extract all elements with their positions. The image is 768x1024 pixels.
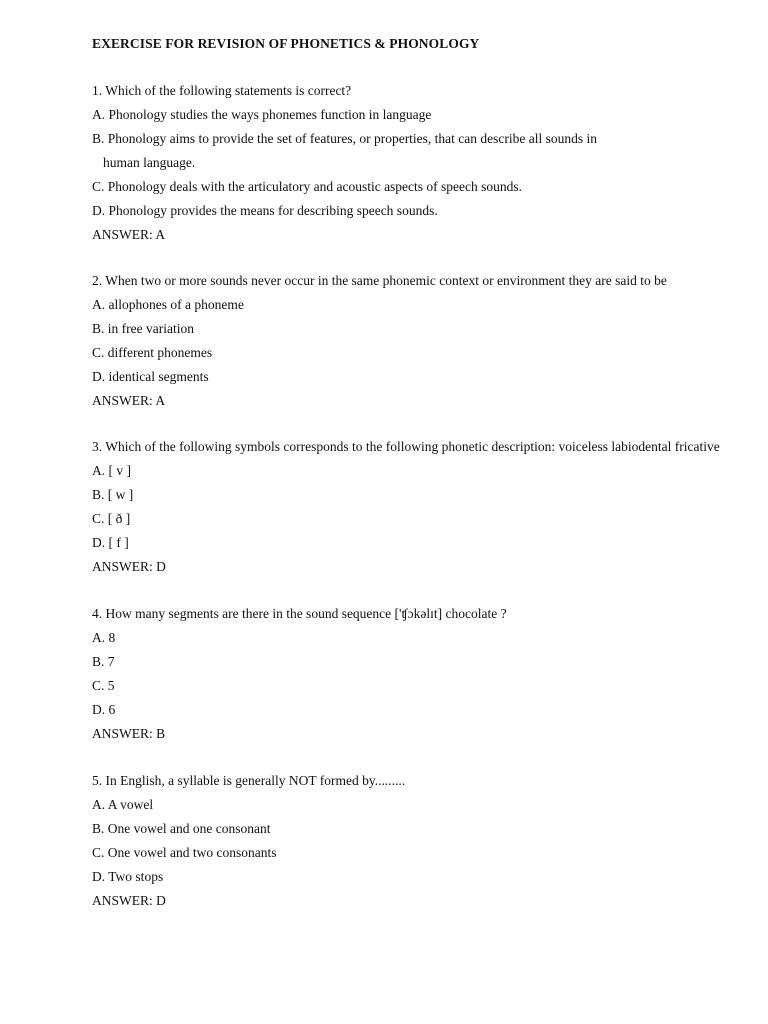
option-a: A. Phonology studies the ways phonemes function in language: [92, 107, 432, 122]
option-d: D. Two stops: [92, 869, 164, 884]
option-a: A. A vowel: [92, 797, 154, 812]
option-c: C. [ ð ]: [92, 511, 131, 526]
option-c: C. One vowel and two consonants: [92, 845, 277, 860]
question-text: 2. When two or more sounds never occur in the same phonemic context or environment they are said to be: [92, 273, 667, 288]
question-1: [92, 82, 732, 243]
option-a: A. 8: [92, 630, 116, 645]
option-b-continuation: human language.: [103, 155, 196, 170]
question-text: 5. In English, a syllable is generally NOT formed by.........: [92, 773, 406, 788]
question-4: [92, 605, 732, 742]
option-d: D. identical segments: [92, 369, 209, 384]
option-b-text: B. Phonology aims to provide the set of features, or properties, that can describe all sounds in: [92, 131, 598, 146]
answer-line: ANSWER: A: [92, 227, 166, 242]
question-text: 1. Which of the following statements is correct?: [92, 83, 352, 98]
option-b: B. in free variation: [92, 321, 194, 336]
question-text: 3. Which of the following symbols corresponds to the following phonetic description: voiceless labiodental fricative: [92, 439, 720, 454]
question-5: [92, 772, 732, 909]
option-d: D. 6: [92, 702, 116, 717]
option-c: C. different phonemes: [92, 345, 213, 360]
option-b: B. [ w ]: [92, 487, 134, 502]
document-page: [92, 35, 732, 909]
option-b: B. One vowel and one consonant: [92, 821, 271, 836]
question-2: [92, 273, 732, 409]
option-c: C. 5: [92, 678, 115, 693]
question-text: 4. How many segments are there in the sound sequence ['ʧɔkəlɪt] chocolate ?: [92, 606, 507, 621]
option-a: A. [ v ]: [92, 463, 131, 478]
answer-line: ANSWER: D: [92, 559, 166, 574]
option-a: A. allophones of a phoneme: [92, 297, 244, 312]
document-title: EXERCISE FOR REVISION OF PHONETICS & PHONOLOGY: [92, 36, 480, 51]
question-3: [92, 439, 732, 575]
answer-line: ANSWER: D: [92, 893, 166, 908]
option-d: D. Phonology provides the means for describing speech sounds.: [92, 203, 438, 218]
option-b: [92, 130, 732, 171]
option-b: B. 7: [92, 654, 115, 669]
answer-line: ANSWER: A: [92, 393, 166, 408]
option-d: D. [ f ]: [92, 535, 129, 550]
answer-line: ANSWER: B: [92, 726, 166, 741]
option-c: C. Phonology deals with the articulatory and acoustic aspects of speech sounds.: [92, 179, 523, 194]
